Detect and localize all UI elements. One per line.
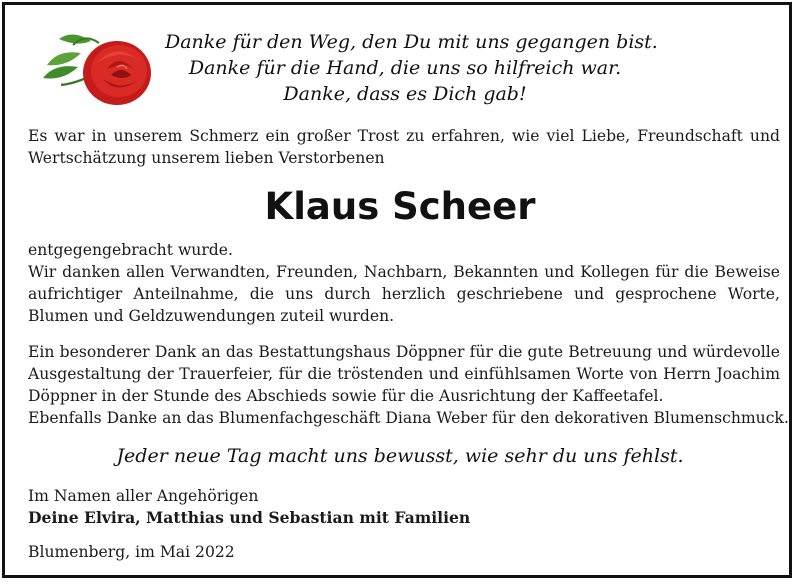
thanks-special-line-1: Ein besonderer Dank an das Bestattungshaus Döppner für die gute Betreuung und würdevolle: [28, 343, 780, 361]
family-names: Deine Elvira, Matthias und Sebastian mit Familien: [28, 508, 471, 527]
thanks-general-line-1: entgegengebracht wurde.: [28, 241, 233, 259]
thanks-special-paragraph: [28, 341, 789, 429]
closing-quote: Jeder neue Tag macht uns bewusst, wie sehr du uns fehlst.: [116, 445, 684, 467]
thanks-special-line-3: Döppner in der Stunde des Abschieds sowie für die Ausrichtung der Kaffeetafel.: [28, 387, 664, 405]
obituary-card: [2, 2, 792, 578]
opening-verse: [165, 29, 658, 107]
thanks-general-line-2: Wir danken allen Verwandten, Freunden, Nachbarn, Bekannten und Kollegen für die Beweise: [28, 263, 780, 281]
thanks-general-line-4: Blumen und Geldzuwendungen zuteil wurden.: [28, 307, 395, 325]
deceased-name: Klaus Scheer: [264, 185, 536, 228]
place-date: Blumenberg, im Mai 2022: [28, 543, 235, 561]
intro-paragraph: [28, 125, 780, 169]
thanks-general-line-3: aufrichtiger Anteilnahme, die uns durch herzlich geschriebene und gesprochene Worte,: [28, 285, 780, 303]
verse-line-1: Danke für den Weg, den Du mit uns gegangen bist.: [165, 31, 658, 53]
thanks-general-paragraph: [28, 239, 780, 327]
rose-icon: [33, 23, 158, 113]
intro-line-1: Es war in unserem Schmerz ein großer Trost zu erfahren, wie viel Liebe, Freundschaft und: [28, 127, 780, 145]
on-behalf-line: Im Namen aller Angehörigen: [28, 487, 259, 505]
thanks-special-line-2: Ausgestaltung der Trauerfeier, für die tröstenden und einfühlsamen Worte von Herrn Joachim: [28, 365, 780, 383]
verse-line-3: Danke, dass es Dich gab!: [283, 83, 527, 105]
thanks-special-line-4: Ebenfalls Danke an das Blumenfachgeschäft Diana Weber für den dekorativen Blumenschmuck.: [28, 409, 789, 427]
verse-line-2: Danke für die Hand, die uns so hilfreich war.: [188, 57, 622, 79]
intro-line-2: Wertschätzung unserem lieben Verstorbenen: [28, 149, 385, 167]
